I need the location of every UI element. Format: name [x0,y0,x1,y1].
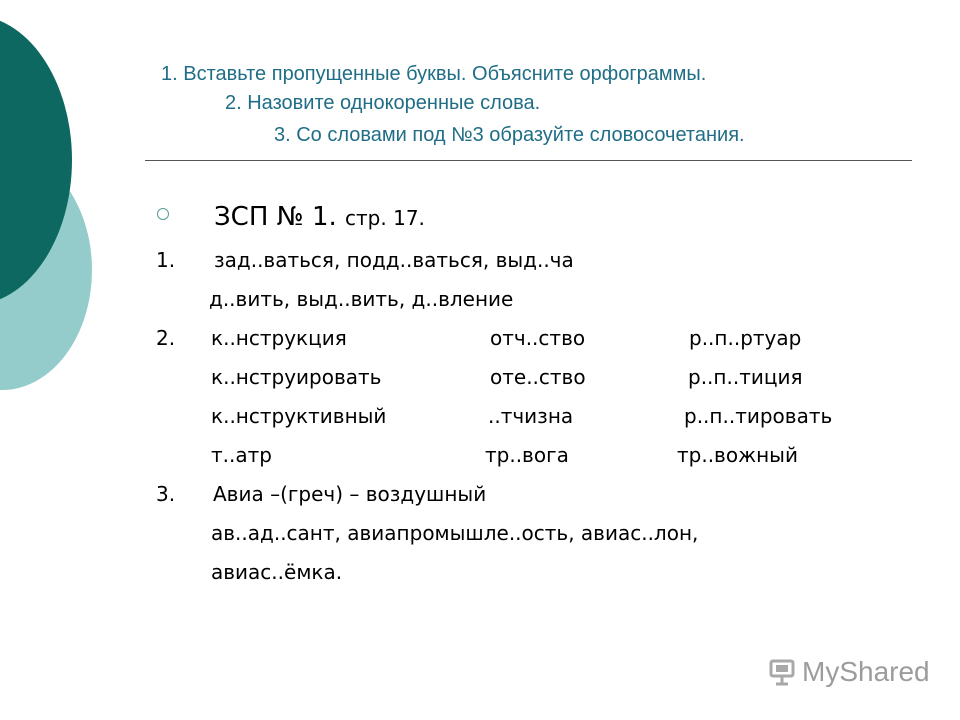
item-2-col2-row4: тр..вога [485,443,569,467]
item-2-col3-row1: р..п..ртуар [689,326,802,350]
item-2-col3-row4: тр..вожный [677,443,798,467]
projector-screen-icon [768,657,798,687]
item-2-col2-row1: отч..ство [490,326,586,350]
item-2-col2-row3: ..тчизна [488,404,574,428]
item-3-line-2: ав..ад..сант, авиапромышле..ость, авиас..лон, [211,521,699,545]
heading-main: ЗСП № 1. [214,202,337,232]
item-3-line-1: Авиа –(греч) – воздушный [213,482,487,506]
item-2-col3-row3: р..п..тировать [684,404,833,428]
title-line-2: 2. Назовите однокоренные слова. [225,92,541,114]
heading [214,200,425,235]
item-1-number: 1. [156,248,176,272]
item-2-col1-row3: к..нструктивный [211,404,387,428]
item-2-col1-row1: к..нструкция [211,326,347,350]
item-2-col3-row2: р..п..тиция [688,365,803,389]
item-2-col1-row4: т..атр [211,443,272,467]
item-3-line-3: авиас..ёмка. [211,560,343,584]
item-2-col1-row2: к..нструировать [211,365,382,389]
title-divider [145,160,912,161]
bullet-icon [157,208,169,220]
title-line-3: 3. Со словами под №3 образуйте словосочетания. [274,124,745,146]
item-1-line-1: зад..ваться, подд..ваться, выд..ча [214,248,574,272]
heading-page: стр. 17. [345,206,425,230]
item-1-line-2: д..вить, выд..вить, д..вление [209,287,514,311]
item-2-col2-row2: оте..ство [490,365,586,389]
item-2-number: 2. [156,326,176,350]
title-line-1: 1. Вставьте пропущенные буквы. Объясните орфограммы. [161,63,707,85]
item-3-number: 3. [156,482,176,506]
watermark-logo [768,656,930,688]
watermark-brand: MyShared [802,656,930,687]
